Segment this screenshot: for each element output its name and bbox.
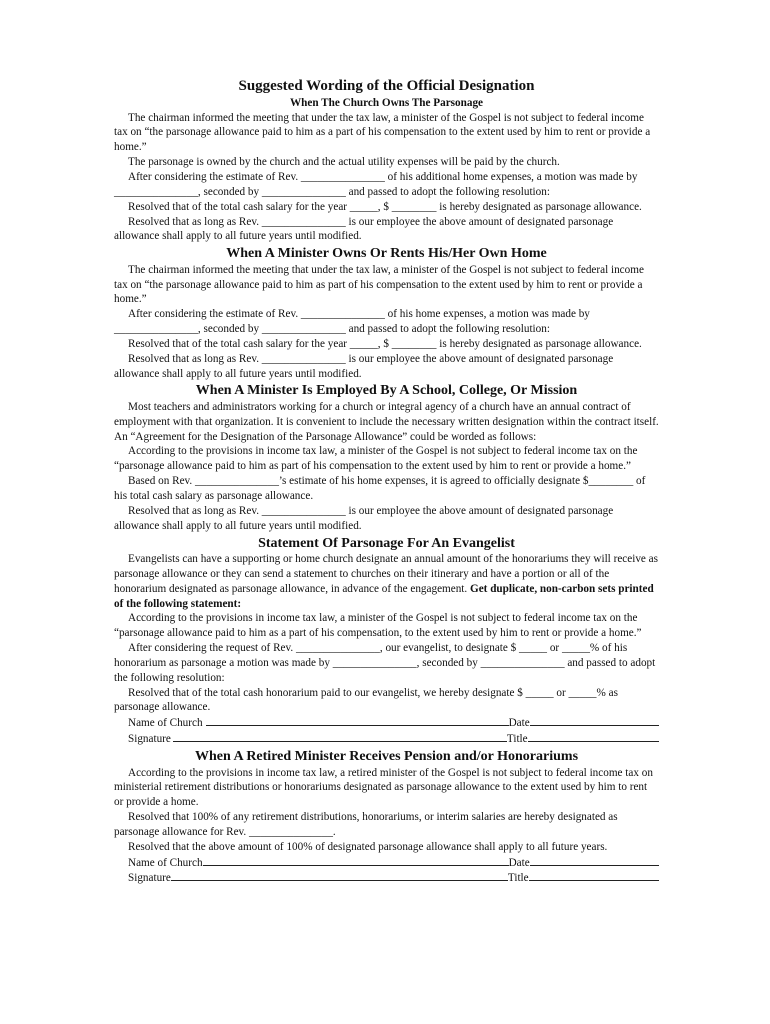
section-heading-retired: When A Retired Minister Receives Pension and/or Honorariums: [194, 749, 579, 764]
signature-label: Signature: [128, 872, 171, 885]
date-line[interactable]: [530, 715, 659, 726]
name-date-row: [114, 715, 659, 731]
document-title: Suggested Wording of the Official Designation: [238, 78, 535, 94]
title-line[interactable]: [528, 731, 659, 742]
title-label: Title: [507, 872, 529, 885]
signature-title-row: [114, 731, 659, 747]
paragraph: The chairman informed the meeting that under the tax law, a minister of the Gospel is not subject to federal income tax on “the parsonage allowance paid to him as a part of his compensation to the extent used by him to rent or provide a home.”: [114, 111, 651, 154]
paragraph: According to the provisions in income tax law, a minister of the Gospel is not subject to federal income tax on the “parsonage allowance paid to him as part of his compensation to the extent used by him to rent or provide a home.”: [114, 445, 638, 473]
paragraph: According to the provisions in income tax law, a retired minister of the Gospel is not subject to federal income tax on ministerial retirement distributions or honorariums designated as parsonage allowance to the extent used by him to rent or provide a home.: [114, 766, 653, 809]
paragraph: The chairman informed the meeting that under the tax law, a minister of the Gospel is not subject to federal income tax on “the parsonage allowance paid to him as part of his compensation to the extent used by him to rent or provide a home.”: [114, 263, 644, 306]
paragraph: [114, 552, 659, 611]
paragraph: Resolved that of the total cash honorarium paid to our evangelist, we hereby designate $ _____ or _____% as parsonage allowance.: [114, 686, 618, 714]
section-heading-evangelist: Statement Of Parsonage For An Evangelist: [258, 535, 515, 551]
paragraph: Resolved that of the total cash salary for the year _____, $ ________ is hereby designated as parsonage allowance.: [128, 337, 642, 350]
title-label: Title: [506, 733, 528, 746]
section-heading-church-owns: When The Church Owns The Parsonage: [289, 97, 484, 109]
paragraph: Resolved that the above amount of 100% of designated parsonage allowance shall apply to all future years.: [128, 840, 608, 853]
paragraph: Resolved that as long as Rev. _______________ is our employee the above amount of designated parsonage allowance shall apply to all future years until modified.: [114, 352, 614, 380]
signature-title-row: [114, 870, 659, 886]
date-label: Date: [508, 717, 530, 730]
name-date-row: [114, 855, 659, 871]
paragraph: After considering the estimate of Rev. _______________ of his additional home expenses, a motion was made by _______________, seconded by _______________ and passed to adopt the following resolution:: [114, 170, 638, 198]
paragraph: Resolved that of the total cash salary for the year _____, $ ________ is hereby designated as parsonage allowance.: [128, 200, 642, 213]
signature-line[interactable]: [173, 731, 507, 742]
paragraph: Resolved that 100% of any retirement distributions, honorariums, or interim salaries are hereby designated as parsonage allowance for Rev. _______________.: [114, 811, 618, 838]
paragraph: Based on Rev. _______________’s estimate of his home expenses, it is agreed to officially designate $________ of his total cash salary as parsonage allowance.: [114, 475, 646, 502]
document-page: [114, 74, 659, 886]
signature-line[interactable]: [171, 870, 508, 881]
section-heading-minister-owns: When A Minister Owns Or Rents His/Her Own Home: [226, 246, 547, 262]
paragraph: Most teachers and administrators working for a church or integral agency of a church have an annual contract of employment with that organization. It is convenient to include the necessary written designation within the contract itself. An “Agreement for the Designation of the Parsonage Allowance” could be worded as follows:: [114, 400, 659, 443]
signature-label: Signature: [128, 733, 171, 746]
evangelist-intro: Evangelists can have a supporting or home church designate an annual amount of the honorariums they will receive as parsonage allowance or they can send a statement to churches on their itinerary and have a portion or all of the honorarium designated as parsonage allowance, in advance of the engagement.: [114, 553, 658, 595]
name-of-church-label: Name of Church: [128, 717, 203, 730]
name-of-church-line[interactable]: [203, 855, 509, 866]
title-line[interactable]: [529, 870, 659, 881]
paragraph: After considering the estimate of Rev. _______________ of his home expenses, a motion was made by _______________, seconded by _______________ and passed to adopt the following resolution:: [114, 308, 590, 336]
section-heading-school: When A Minister Is Employed By A School, College, Or Mission: [195, 383, 578, 399]
paragraph: Resolved that as long as Rev. _______________ is our employee the above amount of designated parsonage allowance shall apply to all future years until modified.: [114, 504, 614, 532]
paragraph: According to the provisions in income tax law, a minister of the Gospel is not subject to federal income tax on the “parsonage allowance paid to him as a part of his compensation, to the extent used by him to rent or provide a home.”: [114, 612, 642, 640]
evangelist-intro-bold: Get duplicate, non-carbon sets printed of the following statement:: [114, 582, 654, 610]
paragraph: After considering the request of Rev. _______________, our evangelist, to designate $ _____ or _____% of his honorarium as parsonage a motion was made by _______________, seconded by _______________ and passed to adopt the following resolution:: [114, 642, 656, 684]
name-of-church-label: Name of Church: [128, 856, 203, 869]
date-label: Date: [508, 856, 530, 869]
date-line[interactable]: [530, 855, 659, 866]
paragraph: The parsonage is owned by the church and the actual utility expenses will be paid by the church.: [128, 156, 560, 169]
name-of-church-line[interactable]: [206, 715, 509, 726]
paragraph: Resolved that as long as Rev. _______________ is our employee the above amount of designated parsonage allowance shall apply to all future years until modified.: [114, 215, 614, 243]
